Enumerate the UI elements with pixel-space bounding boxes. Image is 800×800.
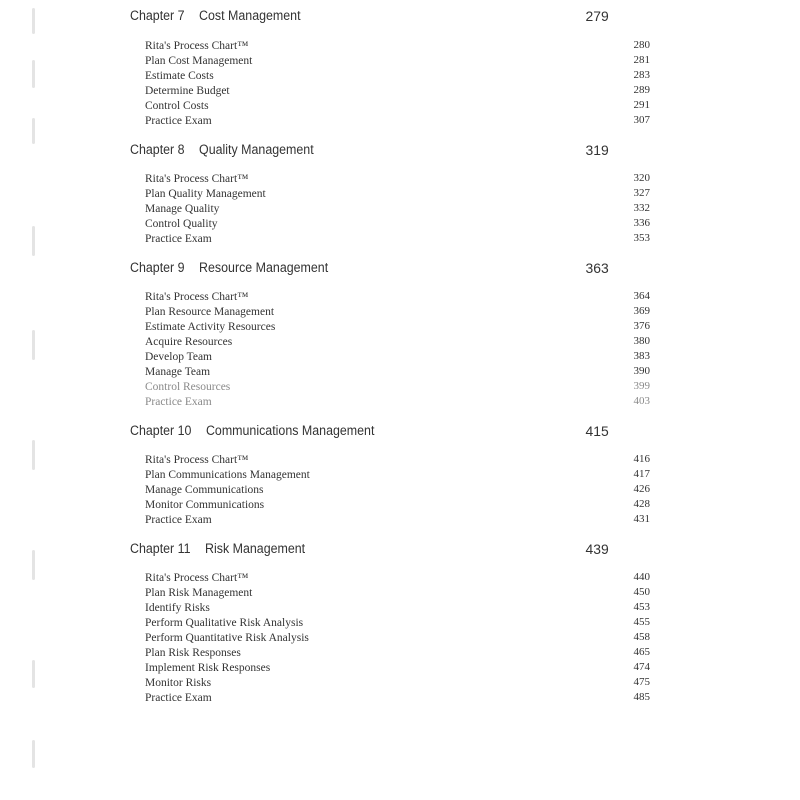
entry-label: Manage Team [145, 366, 211, 378]
chapter-heading [130, 260, 608, 282]
entry-page: 465 [633, 646, 650, 658]
chapter-title: Cost Management [199, 8, 301, 23]
entry-label: Rita's Process Chart™ [145, 173, 249, 185]
chapter-number: Chapter 7 [130, 8, 185, 23]
entry-page: 332 [633, 202, 650, 214]
entry-page: 336 [633, 217, 650, 229]
chapter-entries [130, 172, 650, 247]
chapter-number: Chapter 9 [130, 260, 185, 275]
chapter-heading [130, 423, 608, 445]
entry-label: Implement Risk Responses [145, 662, 271, 674]
entry-page: 431 [633, 513, 650, 525]
entry-label: Practice Exam [145, 115, 212, 127]
toc-entry [145, 616, 650, 631]
entry-page: 390 [633, 365, 650, 377]
chapter-page-number: 319 [585, 142, 609, 158]
entry-label: Rita's Process Chart™ [145, 454, 249, 466]
chapter-title: Resource Management [199, 260, 329, 275]
toc-entry [145, 202, 650, 217]
entry-label: Rita's Process Chart™ [145, 572, 249, 584]
toc-entry [145, 114, 650, 129]
entry-page: 364 [633, 290, 650, 302]
toc-entry [145, 676, 650, 691]
entry-label: Plan Risk Management [145, 587, 253, 599]
chapter-9-section [130, 260, 650, 410]
chapter-entries [130, 290, 650, 410]
entry-label: Develop Team [145, 351, 213, 363]
chapter-11-section [130, 541, 650, 706]
chapter-10-section [130, 423, 650, 528]
entry-label: Estimate Costs [145, 70, 214, 82]
entry-label: Perform Quantitative Risk Analysis [145, 632, 309, 644]
chapter-heading [130, 541, 608, 563]
entry-label: Perform Qualitative Risk Analysis [145, 617, 304, 629]
chapter-title: Risk Management [205, 541, 306, 556]
toc-entry [145, 172, 650, 187]
entry-page: 291 [633, 99, 650, 111]
chapter-number: Chapter 11 [130, 541, 191, 556]
toc-entry [145, 99, 650, 114]
binding-hole-marks [28, 0, 42, 800]
entry-label: Control Quality [145, 218, 218, 230]
entry-label: Monitor Communications [145, 499, 265, 511]
chapter-number: Chapter 8 [130, 142, 185, 157]
entry-label: Plan Resource Management [145, 306, 275, 318]
entry-label: Plan Quality Management [145, 188, 266, 200]
entry-page: 455 [633, 616, 650, 628]
entry-page: 353 [633, 232, 650, 244]
entry-label: Practice Exam [145, 692, 212, 704]
entry-page: 450 [633, 586, 650, 598]
entry-label: Control Costs [145, 100, 209, 112]
entry-page: 399 [633, 380, 650, 392]
entry-label: Acquire Resources [145, 336, 233, 348]
toc-entry [145, 646, 650, 661]
chapter-heading [130, 8, 608, 30]
chapter-8-section [130, 142, 650, 247]
entry-page: 307 [633, 114, 650, 126]
chapter-page-number: 363 [585, 260, 609, 276]
entry-label: Monitor Risks [145, 677, 212, 689]
toc-entry [145, 39, 650, 54]
chapter-page-number: 279 [585, 8, 609, 24]
entry-page: 453 [633, 601, 650, 613]
chapter-entries [130, 571, 650, 706]
chapter-page-number: 439 [585, 541, 609, 557]
entry-label: Estimate Activity Resources [145, 321, 276, 333]
entry-label: Manage Communications [145, 484, 264, 496]
entry-label: Control Resources [145, 381, 231, 393]
toc-entry [145, 365, 650, 380]
entry-page: 281 [633, 54, 650, 66]
entry-label: Practice Exam [145, 233, 212, 245]
entry-label: Rita's Process Chart™ [145, 291, 249, 303]
chapter-title: Communications Management [205, 423, 375, 438]
toc-entry [145, 586, 650, 601]
toc-entry [145, 350, 650, 365]
entry-page: 475 [633, 676, 650, 688]
toc-entry [145, 54, 650, 69]
entry-page: 376 [633, 320, 650, 332]
toc-entry [145, 601, 650, 616]
toc-entry [145, 483, 650, 498]
entry-label: Identify Risks [145, 602, 210, 614]
chapter-number: Chapter 10 [130, 423, 192, 438]
toc-entry [145, 395, 650, 410]
entry-page: 426 [633, 483, 650, 495]
entry-label: Plan Communications Management [145, 469, 310, 481]
toc-entry [145, 691, 650, 706]
toc-entry [145, 290, 650, 305]
entry-label: Plan Cost Management [145, 55, 253, 67]
entry-page: 383 [633, 350, 650, 362]
entry-page: 327 [633, 187, 650, 199]
toc-entry [145, 217, 650, 232]
entry-label: Manage Quality [145, 203, 220, 215]
entry-page: 280 [633, 39, 650, 51]
entry-page: 458 [633, 631, 650, 643]
entry-page: 369 [633, 305, 650, 317]
entry-page: 474 [633, 661, 650, 673]
toc-entry [145, 468, 650, 483]
toc-entry [145, 335, 650, 350]
toc-entry [145, 571, 650, 586]
entry-page: 417 [633, 468, 650, 480]
toc-entry [145, 631, 650, 646]
entry-label: Plan Risk Responses [145, 647, 241, 659]
entry-label: Rita's Process Chart™ [145, 40, 249, 52]
toc-entry [145, 513, 650, 528]
chapter-title: Quality Management [199, 142, 314, 157]
toc-entry [145, 453, 650, 468]
entry-page: 320 [633, 172, 650, 184]
toc-entry [145, 320, 650, 335]
toc-entry [145, 232, 650, 247]
entry-page: 283 [633, 69, 650, 81]
entry-page: 428 [633, 498, 650, 510]
entry-page: 440 [633, 571, 650, 583]
entry-page: 403 [633, 395, 650, 407]
chapter-page-number: 415 [585, 423, 609, 439]
entry-label: Practice Exam [145, 514, 212, 526]
chapter-entries [130, 39, 650, 129]
toc-entry [145, 187, 650, 202]
toc-entry [145, 380, 650, 395]
entry-page: 416 [633, 453, 650, 465]
toc-entry [145, 69, 650, 84]
entry-label: Determine Budget [145, 85, 230, 97]
toc-entry [145, 498, 650, 513]
chapter-entries [130, 453, 650, 528]
toc-entry [145, 84, 650, 99]
entry-page: 380 [633, 335, 650, 347]
entry-label: Practice Exam [145, 396, 212, 408]
chapter-7-section [130, 8, 650, 129]
toc-entry [145, 661, 650, 676]
entry-page: 289 [633, 84, 650, 96]
toc-entry [145, 305, 650, 320]
chapter-heading [130, 142, 608, 164]
entry-page: 485 [633, 691, 650, 703]
